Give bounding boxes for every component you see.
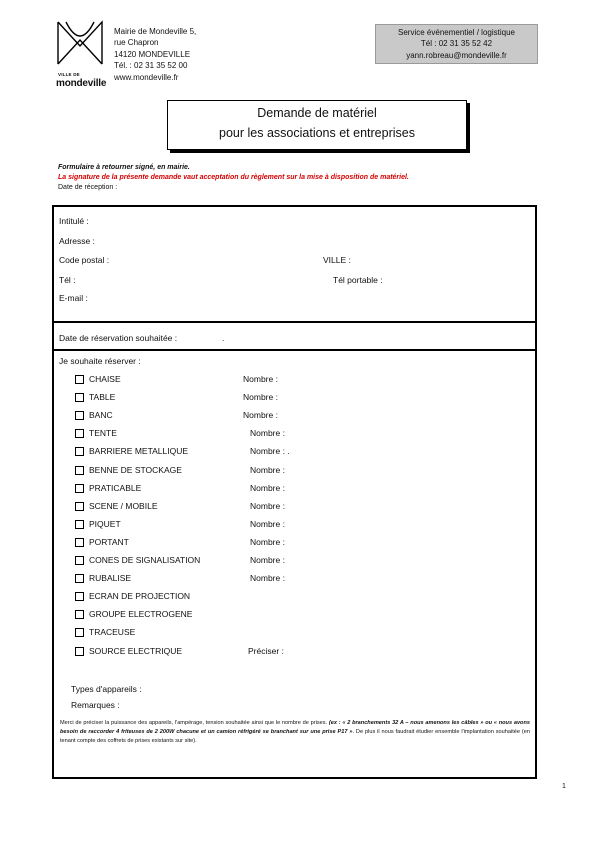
item-checkbox[interactable] [75,610,84,619]
address-line: Mairie de Mondeville 5, [114,27,197,36]
item-label: BARRIERE METALLIQUE [89,446,189,456]
item-label: TENTE [89,428,117,438]
item-checkbox[interactable] [75,393,84,402]
signature-warning: La signature de la présente demande vaut acceptation du règlement sur la mise à disposition de matériel. [58,174,409,181]
logo-small-text: VILLE DE [58,72,80,77]
address-line: rue Chapron [114,38,159,48]
item-label: CONES DE SIGNALISATION [89,555,201,565]
tel-portable-field[interactable]: Tél portable : [333,275,383,285]
form-title-box [167,100,467,150]
return-instruction: Formulaire à retourner signé, en mairie. [58,164,190,171]
item-label: SOURCE ELECTRIQUE [89,646,183,656]
intitule-field[interactable]: Intitulé : [59,216,89,226]
contact-section [52,205,537,323]
email-field[interactable]: E-mail : [59,293,88,303]
item-checkbox[interactable] [75,574,84,583]
item-checkbox[interactable] [75,592,84,601]
item-quantity-field[interactable]: Nombre : [250,573,285,583]
item-checkbox[interactable] [75,538,84,547]
reservation-date-field[interactable]: Date de réservation souhaitée : [59,333,178,343]
item-quantity-field[interactable]: Nombre : [250,483,285,493]
item-checkbox[interactable] [75,411,84,420]
types-appareils-field[interactable]: Types d'appareils : [71,684,142,694]
reserve-intro: Je souhaite réserver : [59,356,141,366]
item-checkbox[interactable] [75,556,84,565]
item-quantity-field[interactable]: Nombre : . [250,446,290,456]
item-label: PORTANT [89,537,129,547]
item-quantity-field[interactable]: Nombre : [250,428,285,438]
item-label: PIQUET [89,519,121,529]
form-subtitle: pour les associations et entreprises [219,126,415,140]
mondeville-logo [56,20,108,90]
item-checkbox[interactable] [75,520,84,529]
item-label: PRATICABLE [89,483,142,493]
item-quantity-field[interactable]: Nombre : [250,537,285,547]
item-checkbox[interactable] [75,484,84,493]
item-checkbox[interactable] [75,375,84,384]
item-label: CHAISE [89,374,121,384]
form-title: Demande de matériel [257,106,377,120]
item-label: BENNE DE STOCKAGE [89,465,182,475]
website-link[interactable]: www.mondeville.fr [114,72,179,82]
item-quantity-field[interactable]: Nombre : [243,374,278,384]
item-checkbox[interactable] [75,502,84,511]
page-number: 1 [562,783,566,790]
equipment-section [52,349,537,779]
item-label: ECRAN DE PROJECTION [89,591,191,601]
mairie-address [114,26,196,83]
footer-note-example: (ex : « 2 branchements 32 A – nous amenons les câbles » ou « nous avons besoin de raccorder 4 friteuses de 2 200W chacune et un camion réfrigéré se branchant sur une prise P17 » [60,720,531,735]
reservation-date-dot: . [222,333,225,343]
address-line: 14120 MONDEVILLE [114,49,191,59]
item-checkbox[interactable] [75,466,84,475]
remarques-field[interactable]: Remarques : [71,700,120,710]
address-line: Tél. : 02 31 35 52 00 [114,61,188,71]
item-quantity-field[interactable]: Nombre : [250,519,285,529]
item-label: SCENE / MOBILE [89,501,158,511]
item-quantity-field[interactable]: Nombre : [250,501,285,511]
power-requirements-note [60,719,530,746]
item-checkbox[interactable] [75,647,84,656]
item-quantity-field[interactable]: Nombre : [250,465,285,475]
footer-note-part3: . De plus il nous faudrait étudier ensemble l'implantation souhaitée (en tenant compte des coffrets de prises existants sur site). [60,729,530,744]
adresse-field[interactable]: Adresse : [59,236,95,246]
item-quantity-field[interactable]: Préciser : [248,646,284,656]
code-postal-field[interactable]: Code postal : [59,255,110,265]
service-phone: Tél : 02 31 35 52 42 [420,39,493,49]
service-email[interactable]: yann.robreau@mondeville.fr [406,50,507,60]
logo-mark-icon [56,20,108,72]
service-contact-box [375,24,538,64]
footer-note-part1: Merci de préciser la puissance des appareils, l'ampérage, tension souhaitée ainsi que le nombre de prises. [60,720,328,726]
item-checkbox[interactable] [75,447,84,456]
tel-field[interactable]: Tél : [59,275,76,285]
item-quantity-field[interactable]: Nombre : [243,392,278,402]
reception-date-label: Date de réception : [58,184,118,191]
item-quantity-field[interactable]: Nombre : [250,555,285,565]
item-quantity-field[interactable]: Nombre : [243,410,278,420]
item-label: GROUPE ELECTROGENE [89,609,193,619]
item-label: BANC [89,410,113,420]
item-label: TABLE [89,392,116,402]
reservation-date-section [52,321,537,351]
service-name: Service événementiel / logistique [398,28,515,37]
logo-name-text: mondeville [56,78,107,89]
item-label: RUBALISE [89,573,132,583]
item-checkbox[interactable] [75,628,84,637]
item-checkbox[interactable] [75,429,84,438]
item-label: TRACEUSE [89,627,136,637]
form-notes [58,163,409,193]
ville-field[interactable]: VILLE : [323,255,351,265]
